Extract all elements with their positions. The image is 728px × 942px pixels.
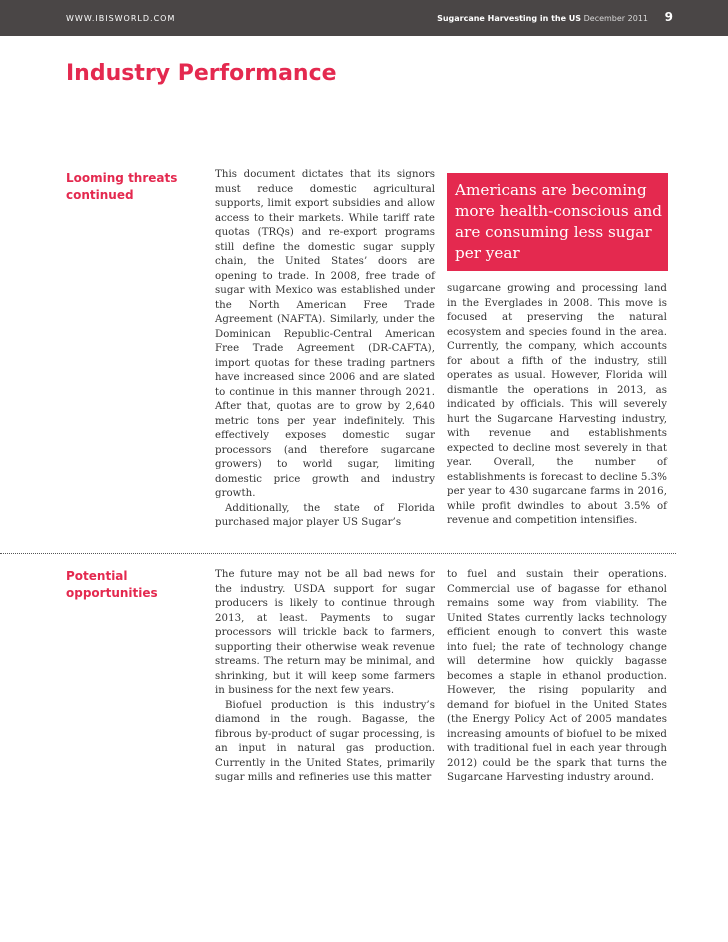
paragraph: The future may not be all bad news for the industry. USDA support for sugar producers is likely to continue through 2013, at least. Payments to sugar processors will trickle back to farmers, supporting their otherwise weak revenue streams. The return may be minimal, and shrinking, but it will keep some farmers in business for the next few years. <box>215 569 435 696</box>
site-url[interactable]: WWW.IBISWORLD.COM <box>66 14 176 23</box>
section-divider <box>0 553 676 554</box>
page-number: 9 <box>664 10 673 24</box>
report-title: Sugarcane Harvesting in the US <box>437 14 582 23</box>
running-header <box>437 14 648 23</box>
pull-quote: Americans are becoming more health-conscious and are consuming less sugar per year <box>447 173 668 271</box>
section-1-column-2 <box>447 282 667 529</box>
paragraph: Additionally, the state of Florida purchased major player US Sugar’s <box>215 502 435 528</box>
section-heading-looming-threats: Looming threats continued <box>66 171 178 202</box>
header-bar <box>0 0 728 36</box>
paragraph: This document dictates that its signors must reduce domestic agricultural supports, limit export subsidies and allow access to their markets. While tariff rate quotas (TRQs) and re-export programs still define the domestic sugar supply chain, the United States’ doors are opening to trade. In 2008, free trade of sugar with Mexico was established under the North American Free Trade Agreement (NAFTA). Similarly, under the Dominican Republic-Central American Free Trade Agreement (DR-CAFTA), import quotas for these trading partners have increased since 2006 and are slated to continue in this manner through 2021. After that, quotas are to grow by 2,640 metric tons per year indefinitely. This effectively exposes domestic sugar processors (and therefore sugarcane growers) to world sugar, limiting domestic price growth and industry growth. <box>215 169 435 499</box>
page-title: Industry Performance <box>66 61 337 86</box>
paragraph: Biofuel production is this industry’s diamond in the rough. Bagasse, the fibrous by-product of sugar processing, is an input in natural gas production. Currently in the United States, primarily sugar mills and refineries use this matter <box>215 699 435 783</box>
section-heading-potential-opportunities: Potential opportunities <box>66 569 158 600</box>
section-2-column-2 <box>447 568 667 786</box>
paragraph: to fuel and sustain their operations. Commercial use of bagasse for ethanol remains some way from viability. The United States currently lacks technology efficient enough to convert this waste into fuel; the rate of technology change will determine how quickly bagasse becomes a staple in ethanol production. However, the rising popularity and demand for biofuel in the United States (the Energy Policy Act of 2005 mandates increasing amounts of biofuel to be mixed with traditional fuel in each year through 2012) could be the spark that turns the Sugarcane Harvesting industry around. <box>447 569 667 783</box>
section-2-column-1 <box>215 568 435 786</box>
section-1-column-1 <box>215 168 435 531</box>
report-date: December 2011 <box>583 14 648 23</box>
paragraph: sugarcane growing and processing land in the Everglades in 2008. This move is focused at preserving the natural ecosystem and species found in the area. Currently, the company, which accounts for about a fifth of the industry, still operates as usual. However, Florida will dismantle the operations in 2013, as indicated by officials. This will severely hurt the Sugarcane Harvesting industry, with revenue and establishments expected to decline most severely in that year. Overall, the number of establishments is forecast to decline 5.3% per year to 430 sugarcane farms in 2016, while profit dwindles to about 3.5% of revenue and competition intensifies. <box>447 283 667 526</box>
